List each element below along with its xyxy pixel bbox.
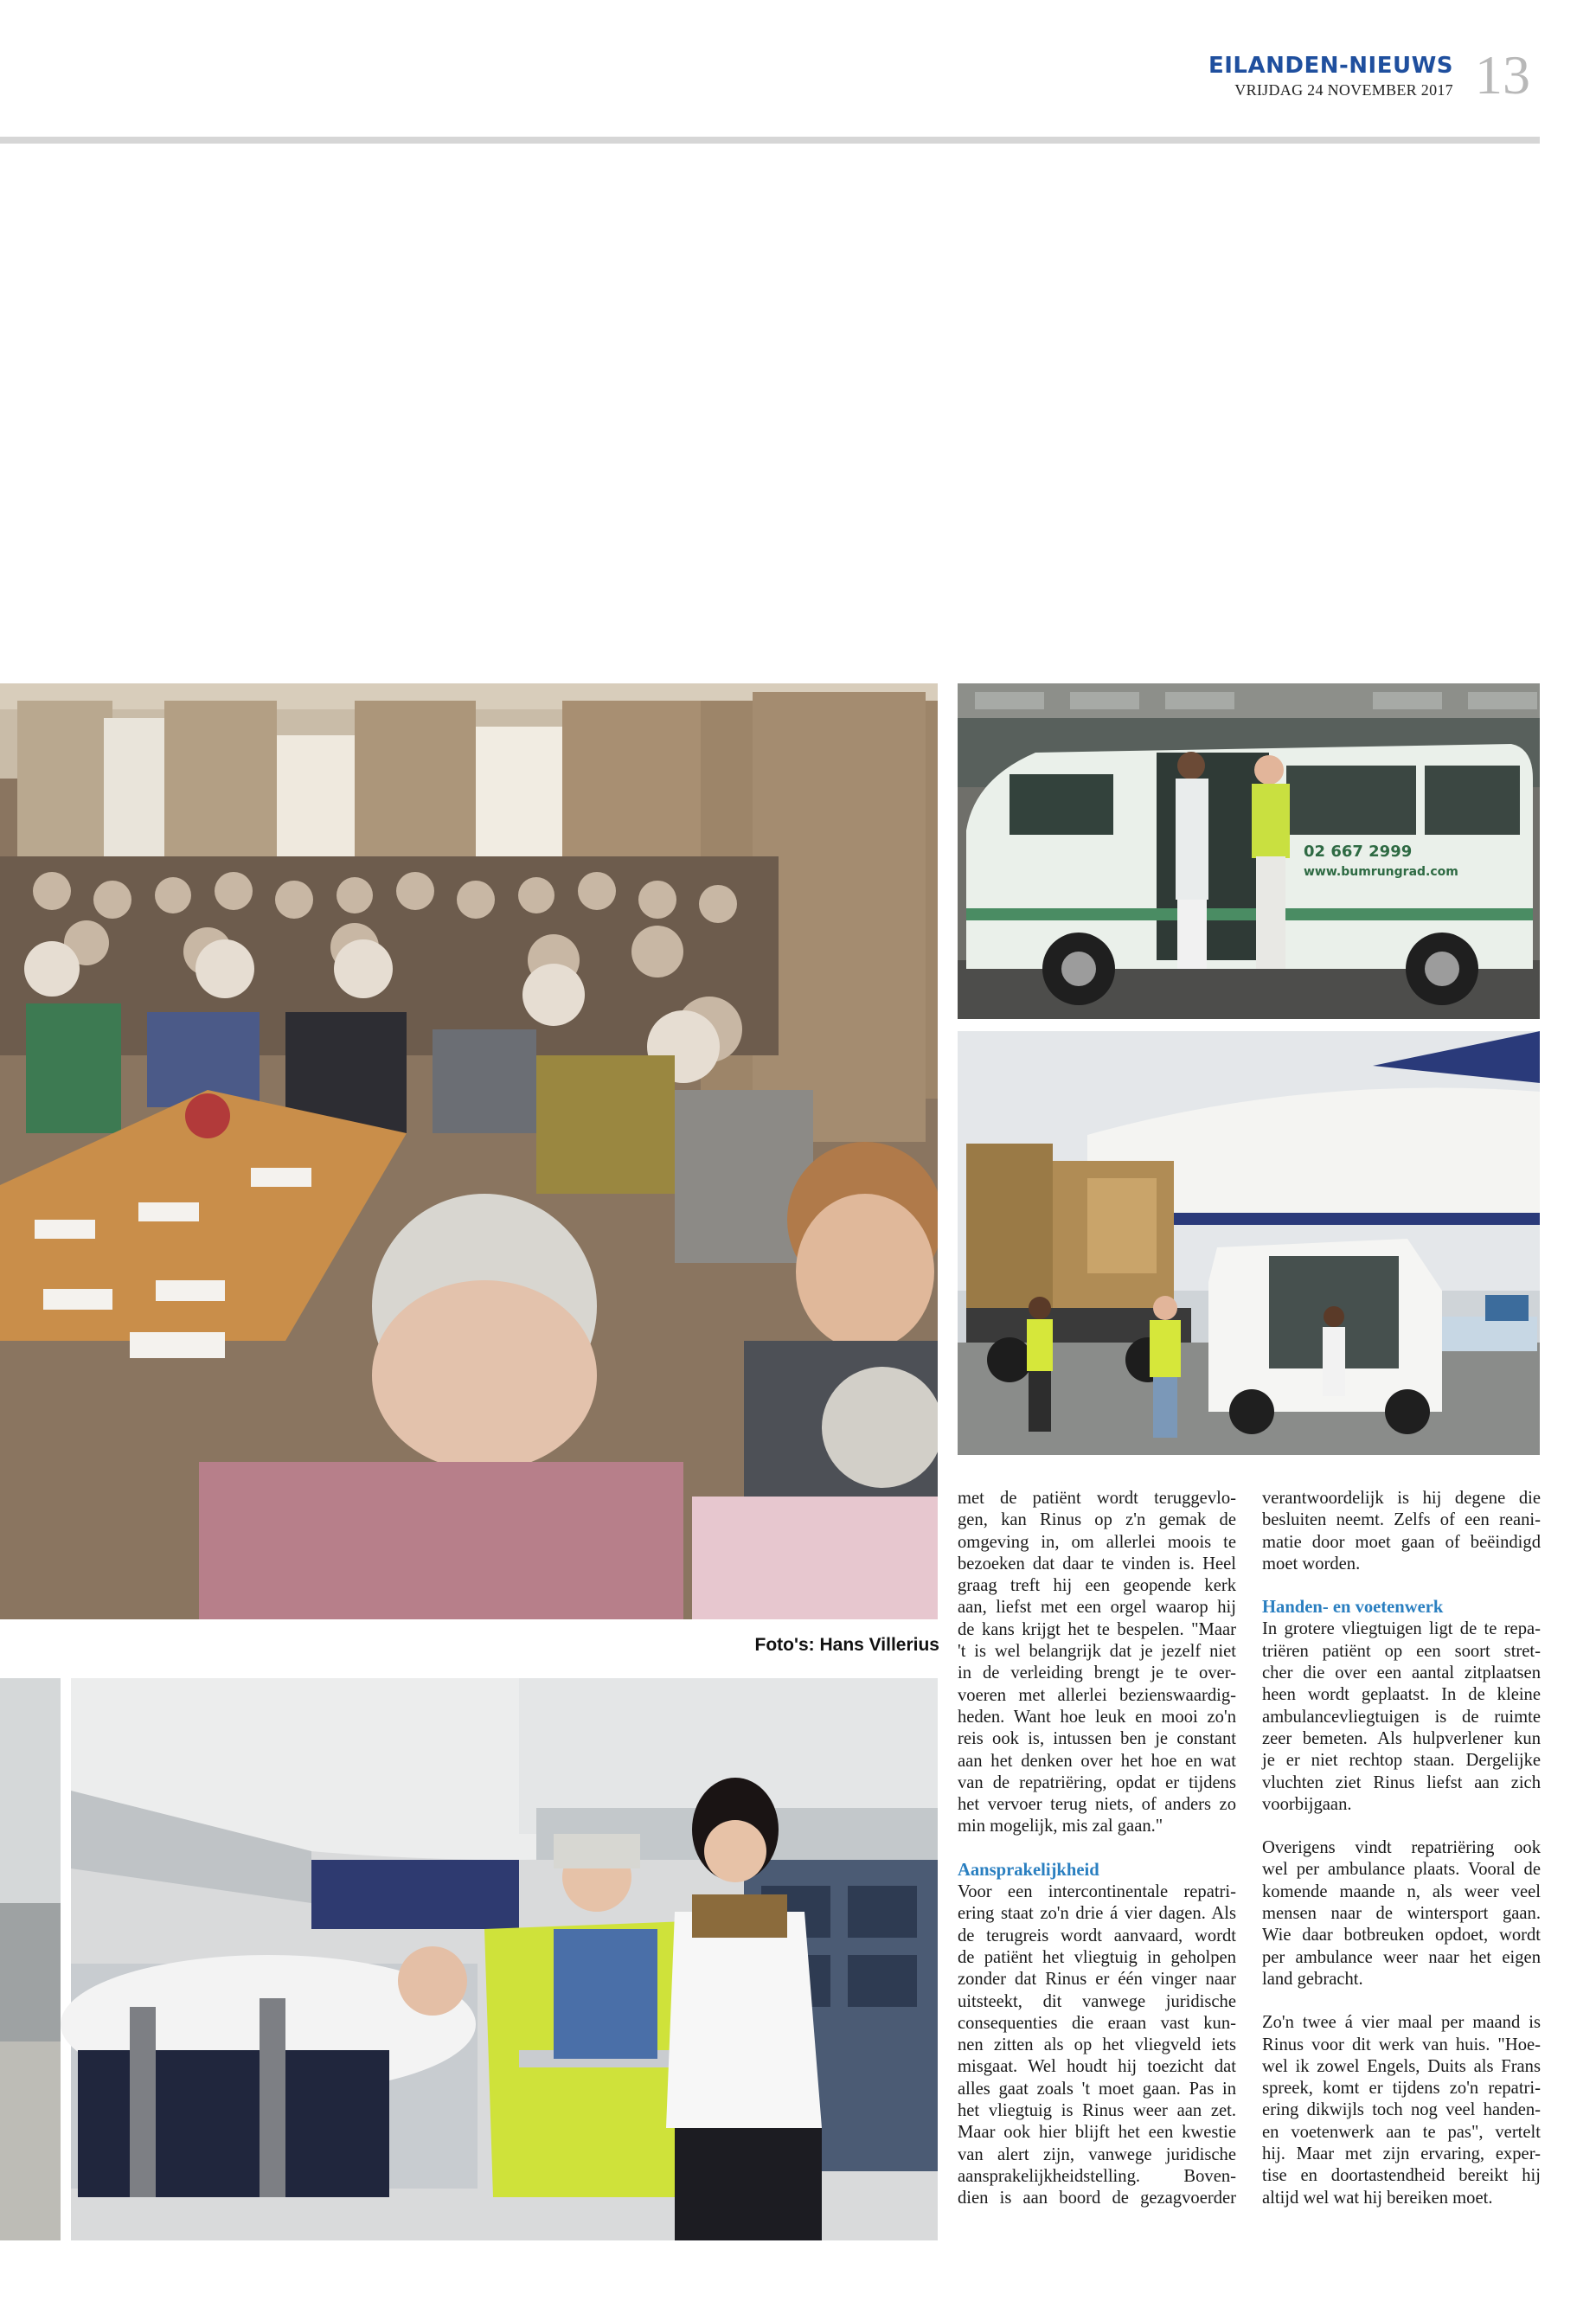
- text-line: tise en doortastendheid bereikt hij: [1262, 2166, 1541, 2186]
- text-line: heden. Want hoe leuk en mooi zo'n: [958, 1707, 1236, 1727]
- text-line: spreek, komt er tijdens zo'n repatri-: [1262, 2079, 1541, 2099]
- col2-paragraph-1: [958, 1488, 1236, 1838]
- text-line: per ambulance weer naar het eigen: [1262, 1947, 1541, 1967]
- text-line: ering dikwijls toch nog veel handen-: [1262, 2100, 1541, 2120]
- text-line: zeer bemeten. Als hulpverlener kun: [1262, 1728, 1541, 1748]
- text-line: vluchten ziet Rinus liefst aan zich: [1262, 1772, 1541, 1792]
- text-line: Voor een intercontinentale repatri-: [958, 1882, 1236, 1902]
- photo-audience: [0, 683, 938, 1619]
- col3-paragraph-4: [1262, 2012, 1541, 2209]
- col3-paragraph-3: [1262, 1837, 1541, 1990]
- text-line: Overigens vindt repatriëring ook: [1262, 1838, 1541, 1858]
- text-line: het vervoer terug niets, of anders zo: [958, 1795, 1236, 1815]
- text-line: aan, liefst met een orgel waarop hij: [958, 1598, 1236, 1618]
- paragraph-gap: [1262, 1575, 1541, 1597]
- text-line: triëren patiënt op een soort stret-: [1262, 1641, 1541, 1661]
- text-line: land gebracht.: [1262, 1969, 1363, 1989]
- text-line: de patiënt het vliegtuig in geholpen: [958, 1947, 1236, 1967]
- photo-tarmac: [958, 1031, 1540, 1455]
- text-line: zonder dat Rinus er één vinger naar: [958, 1970, 1236, 1990]
- text-line: Maar ook hier blijft het een kwestie: [958, 2123, 1236, 2143]
- text-line: reis ook is, intussen ben je constant: [958, 1729, 1236, 1749]
- text-line: Rinus voor dit werk van huis. "Hoe-: [1262, 2035, 1541, 2054]
- text-line: alles gaat zoals 't moet gaan. Pas in: [958, 2079, 1236, 2099]
- newspaper-brand: EILANDEN-NIEUWS: [1208, 53, 1453, 79]
- article-column-2: [958, 1488, 1236, 2210]
- col3-paragraph-1: [1262, 1488, 1541, 1575]
- text-line: In grotere vliegtuigen ligt de te repa-: [1262, 1619, 1541, 1639]
- text-line: cher die over een aantal zitplaatsen: [1262, 1663, 1541, 1683]
- paragraph-gap: [1262, 1816, 1541, 1837]
- text-line: voeren met allerlei bezienswaardig-: [958, 1685, 1236, 1705]
- text-line: moet worden.: [1262, 1554, 1361, 1574]
- text-line: nen zitten als op het vliegveld iets: [958, 2035, 1236, 2055]
- header-rule: [0, 137, 1540, 144]
- van-phone: 02 667 2999: [1304, 843, 1413, 861]
- text-line: voorbijgaan.: [1262, 1794, 1352, 1814]
- text-line: Wie daar botbreuken opdoet, wordt: [1262, 1926, 1541, 1945]
- text-line: aan het denken over het hoe en wat: [958, 1751, 1236, 1771]
- paragraph-gap: [958, 1838, 1236, 1860]
- text-line: en voetenwerk aan te pas", vertelt: [1262, 2122, 1541, 2142]
- col3-paragraph-2: [1262, 1618, 1541, 1816]
- text-line: het vliegtuig is Rinus weer aan zet.: [958, 2101, 1236, 2121]
- text-line: consequenties die eraan vast kun-: [958, 2013, 1236, 2033]
- text-line: ambulancevliegtuigen is de ruimte: [1262, 1707, 1541, 1727]
- paragraph-gap: [1262, 1990, 1541, 2012]
- van-url: www.bumrungrad.com: [1304, 865, 1458, 879]
- text-line: 't is wel belangrijk dat je jezelf niet: [958, 1642, 1236, 1662]
- photo-ambulance-van: [958, 683, 1540, 1019]
- text-line: mensen naar de wintersport gaan.: [1262, 1904, 1541, 1924]
- text-line: de kans krijgt het te bespelen. "Maar: [958, 1619, 1236, 1639]
- photo-credit: Foto's: Hans Villerius: [754, 1635, 939, 1655]
- text-line: verantwoordelijk is hij degene die: [1262, 1489, 1541, 1508]
- issue-date: VRIJDAG 24 NOVEMBER 2017: [1234, 81, 1453, 99]
- text-line: graag treft hij een geopende kerk: [958, 1576, 1236, 1596]
- text-line: heen wordt geplaatst. In de kleine: [1262, 1685, 1541, 1705]
- text-line: hij. Maar met zijn ervaring, exper-: [1262, 2144, 1541, 2164]
- page-number: 13: [1475, 44, 1530, 106]
- col2-paragraph-2: [958, 1881, 1236, 2209]
- text-line: van de repatriëring, opdat er tijdens: [958, 1772, 1236, 1792]
- text-line: komende maande n, als weer veel: [1262, 1881, 1541, 1901]
- text-line: gen, kan Rinus op z'n gemak de: [958, 1510, 1236, 1530]
- text-line: in de verleiding brengt je te over-: [958, 1663, 1236, 1683]
- text-line: Zo'n twee á vier maal per maand is: [1262, 2013, 1541, 2033]
- article-column-3: [1262, 1488, 1541, 2209]
- photo-cabin: [0, 1678, 938, 2240]
- text-line: besluiten neemt. Zelfs of een reani-: [1262, 1510, 1541, 1530]
- text-line: de terugreis wordt aanvaard, wordt: [958, 1926, 1236, 1945]
- subheading-handen-en-voetenwerk: Handen- en voetenwerk: [1262, 1598, 1444, 1618]
- masthead: [1194, 54, 1453, 99]
- subheading-aansprakelijkheid: Aansprakelijkheid: [958, 1860, 1099, 1880]
- text-line: misgaat. Wel houdt hij toezicht dat: [958, 2057, 1236, 2077]
- text-line: wel ik zowel Engels, Duits als Frans: [1262, 2056, 1541, 2076]
- text-line: matie door moet gaan of beëindigd: [1262, 1532, 1541, 1552]
- text-line: altijd wel wat hij bereiken moet.: [1262, 2188, 1493, 2208]
- text-line: uitsteekt, dit vanwege juridische: [958, 1991, 1236, 2011]
- text-line: je er niet rechtop staan. Dergelijke: [1262, 1751, 1541, 1771]
- text-line: dien is aan boord de gezagvoerder: [958, 2189, 1236, 2208]
- text-line: aansprakelijkheidstelling. Boven-: [958, 2166, 1236, 2186]
- text-line: omgeving in, om allerlei moois te: [958, 1532, 1236, 1552]
- text-line: min mogelijk, mis zal gaan.": [958, 1817, 1163, 1836]
- text-line: wel per ambulance plaats. Vooral de: [1262, 1860, 1541, 1880]
- text-line: bezoeken dat daar te vinden is. Heel: [958, 1554, 1236, 1574]
- text-line: met de patiënt wordt teruggevlo-: [958, 1489, 1236, 1508]
- text-line: ering staat zo'n drie á vier dagen. Als: [958, 1904, 1236, 1924]
- text-line: van alert zijn, vanwege juridische: [958, 2144, 1236, 2164]
